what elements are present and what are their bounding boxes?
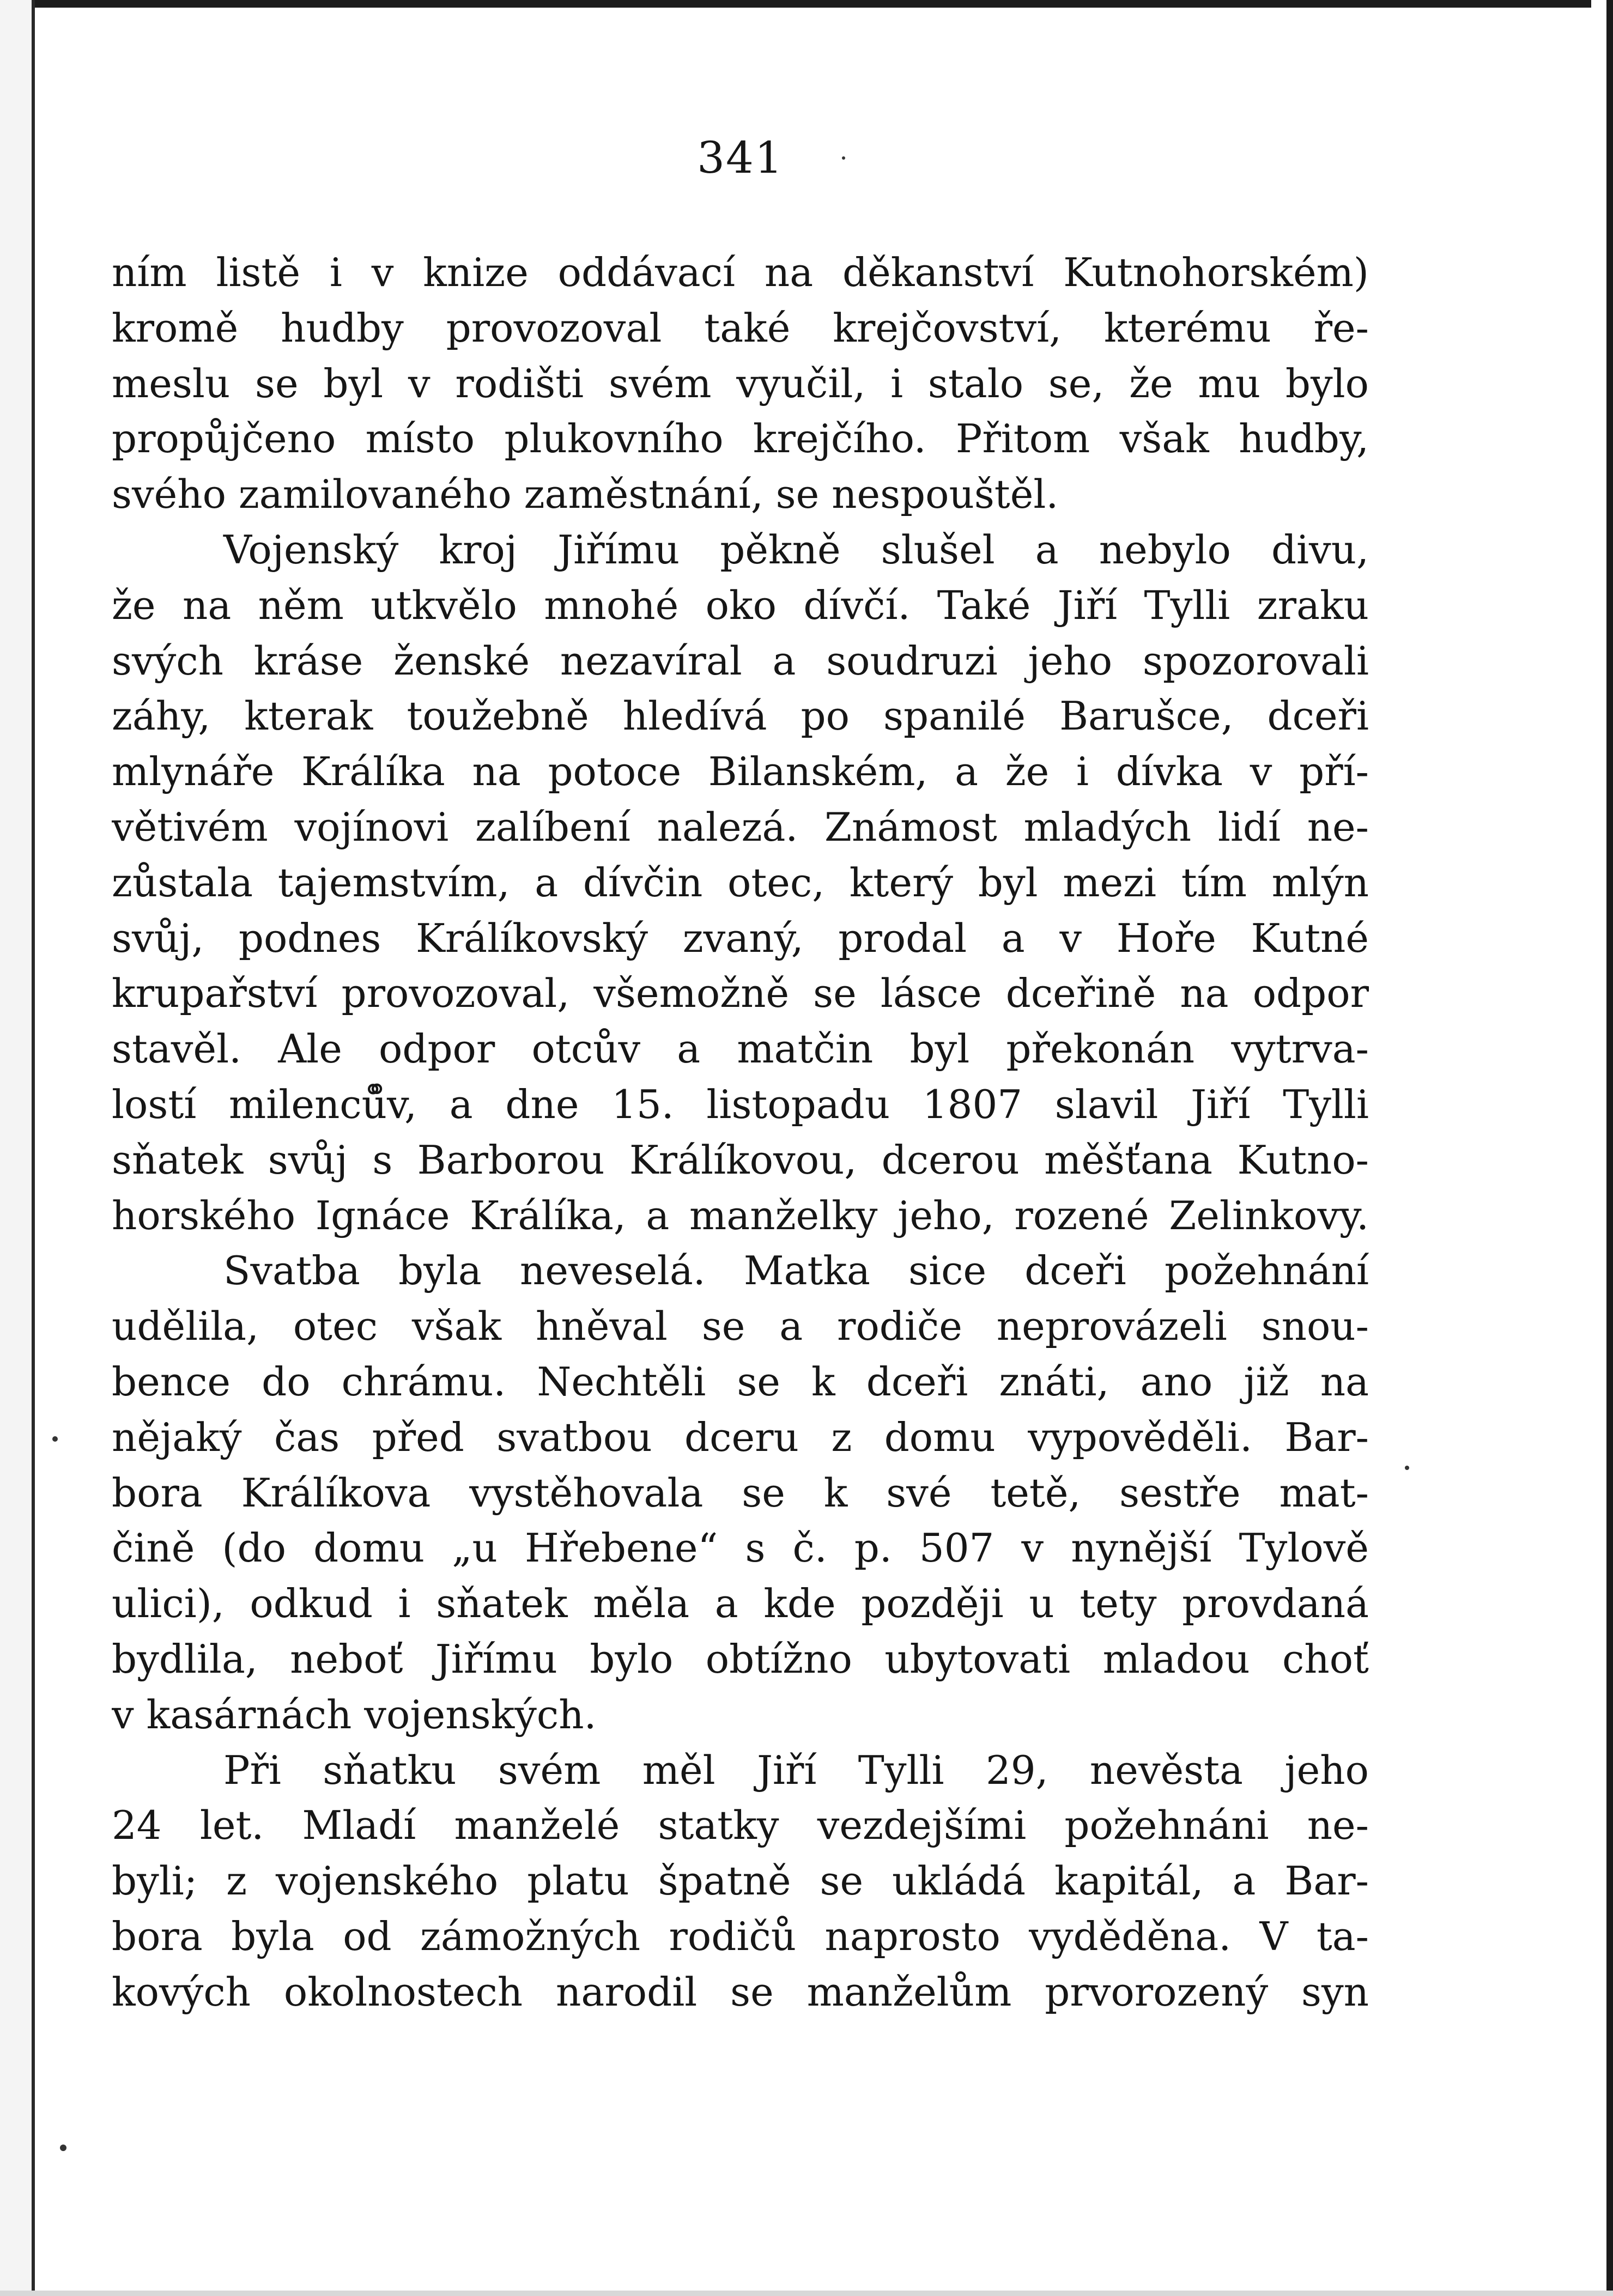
text-line: udělila, otec však hněval se a rodiče neprovázeli snou- bbox=[112, 1303, 1369, 1350]
text-line: ním listě i v knize oddávací na děkanství Kutnohorském) bbox=[112, 250, 1369, 295]
text-line: stavěl. Ale odpor otcův a matčin byl překonán vytrva- bbox=[112, 1026, 1369, 1072]
text-line: meslu se byl v rodišti svém vyučil, i stalo se, že mu bylo bbox=[112, 360, 1369, 406]
page-number: 341 bbox=[697, 132, 784, 183]
text-line: čině (do domu „u Hřebene“ s č. p. 507 v nynější Tylově bbox=[112, 1525, 1369, 1571]
text-line: propůjčeno místo plukovního krejčího. Přitom však hudby, bbox=[112, 416, 1369, 462]
text-line: bydlila, neboť Jiřímu bylo obtížno ubytovati mladou choť bbox=[112, 1636, 1369, 1682]
book-page bbox=[112, 0, 1369, 2296]
text-line: v kasárnách vojenských. bbox=[112, 1691, 597, 1738]
scan-speck bbox=[1405, 1466, 1409, 1470]
text-line: ulici), odkud i sňatek měla a kde později u tety provdaná bbox=[112, 1581, 1369, 1627]
text-line: byli; z vojenského platu špatně se ukládá kapitál, a Bar- bbox=[112, 1858, 1369, 1904]
text-line: svého zamilovaného zaměstnání, se nespouštěl. bbox=[112, 471, 1059, 518]
scan-edge-left bbox=[0, 0, 35, 2296]
text-line: mlynáře Králíka na potoce Bilanském, a že i dívka v pří- bbox=[112, 749, 1369, 795]
text-line: sňatek svůj s Barborou Králíkovou, dcerou měšťana Kutno- bbox=[112, 1137, 1369, 1183]
text-line: lostí milenců̊v, a dne 15. listopadu 1807 slavil Jiří Tylli bbox=[112, 1081, 1369, 1127]
text-line: nějaký čas před svatbou dceru z domu vypověděli. Bar- bbox=[112, 1414, 1369, 1460]
text-line: krupařství provozoval, všemožně se lásce dceřině na odpor bbox=[112, 970, 1369, 1017]
text-line: záhy, kterak toužebně hledívá po spanilé Barušce, dceři bbox=[112, 693, 1369, 739]
text-line: bora byla od zámožných rodičů naprosto vyděděna. V ta- bbox=[112, 1913, 1369, 1959]
text-line: zůstala tajemstvím, a dívčin otec, který byl mezi tím mlýn bbox=[112, 859, 1369, 906]
text-line: horského Ignáce Králíka, a manželky jeho, rozené Zelinkovy. bbox=[112, 1192, 1369, 1238]
text-line: že na něm utkvělo mnohé oko dívčí. Také Jiří Tylli zraku bbox=[112, 582, 1369, 628]
text-line: svých krásе ženské nezavíral a soudruzi jeho spozorovali bbox=[112, 637, 1369, 684]
text-line: 24 let. Mladí manželé statky vezdejšími požehnáni ne- bbox=[112, 1802, 1369, 1849]
text-line: Vojenský kroj Jiřímu pěkně slušel a nebylo divu, bbox=[223, 526, 1369, 573]
text-line: bora Králíkova vystěhovala se k své tetě, sestře mat- bbox=[112, 1469, 1369, 1516]
text-line: svůj, podnes Králíkovský zvaný, prodal a v Hoře Kutné bbox=[112, 915, 1369, 961]
text-line: bence do chrámu. Nechtěli se k dceři znáti, ano již na bbox=[112, 1358, 1369, 1405]
text-line: Svatba byla neveselá. Matka sice dceři požehnání bbox=[223, 1248, 1369, 1294]
scan-edge-right bbox=[1591, 0, 1613, 2296]
body-text bbox=[112, 245, 1369, 2020]
scan-speck bbox=[52, 1436, 58, 1442]
scan-speck bbox=[60, 2145, 66, 2151]
text-line: větivém vojínovi zalíbení nalezá. Známost mladých lidí ne- bbox=[112, 804, 1369, 850]
text-line: kromě hudby provozoval také krejčovství, kterému ře- bbox=[112, 305, 1369, 351]
text-line: kových okolnostech narodil se manželům prvorozený syn bbox=[112, 1969, 1369, 2015]
text-line: Při sňatku svém měl Jiří Tylli 29, nevěsta jeho bbox=[223, 1747, 1369, 1793]
